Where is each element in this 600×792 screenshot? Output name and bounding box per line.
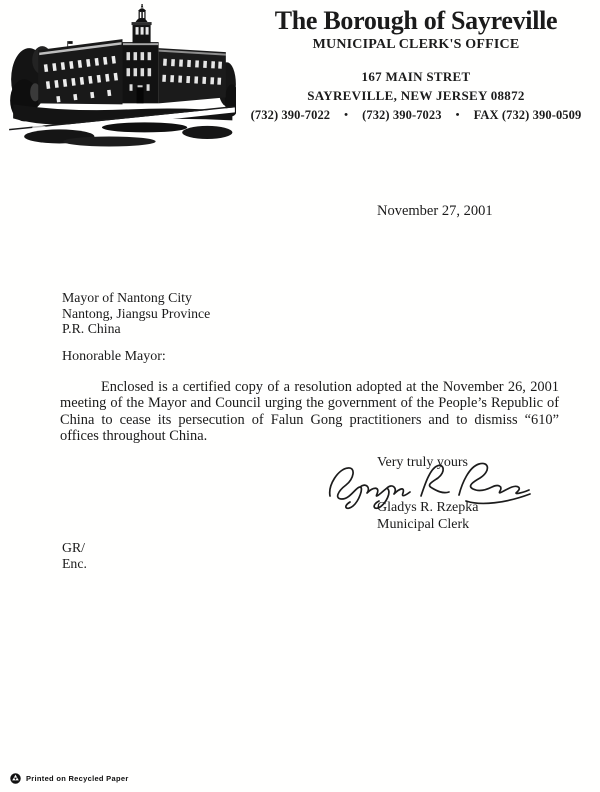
- enclosure-note: Enc.: [62, 556, 87, 571]
- reference-block: [62, 540, 87, 572]
- letter-body: Enclosed is a certified copy of a resolution adopted at the November 26, 2001 meeting of the Mayor and Council urging the government of the People’s Republic of China to cease its persecution of Falun Gong practitioners and to dismiss “610” offices throughout China.: [60, 379, 559, 445]
- office-name: MUNICIPAL CLERK'S OFFICE: [312, 37, 520, 52]
- org-name: The Borough of Sayreville: [274, 6, 558, 35]
- fax-number: FAX (732) 390-0509: [473, 108, 582, 122]
- phone-line: [240, 108, 592, 123]
- recipient-line: Nantong, Jiangsu Province: [62, 305, 211, 321]
- letter-date: November 27, 2001: [377, 203, 493, 219]
- recycled-note: Printed on Recycled Paper: [26, 774, 129, 783]
- street-address: 167 MAIN STRET: [361, 69, 471, 84]
- recycle-icon: [10, 773, 21, 784]
- recipient-address-block: [62, 290, 210, 337]
- recipient-line: P.R. China: [62, 321, 121, 337]
- phone-number-1: (732) 390-7022: [250, 108, 331, 122]
- salutation: Honorable Mayor:: [62, 349, 166, 364]
- recycled-paper-footer: [10, 773, 129, 784]
- letterhead: [240, 6, 592, 123]
- complimentary-closing: Very truly yours: [377, 455, 468, 470]
- signer-title: Municipal Clerk: [377, 516, 470, 532]
- reference-initials: GR/: [62, 540, 85, 555]
- phone-number-2: (732) 390-7023: [362, 108, 442, 122]
- signature-block: [377, 500, 478, 533]
- city-state-zip: SAYREVILLE, NEW JERSEY 08872: [307, 88, 525, 103]
- signer-name: Gladys R. Rzepka: [377, 500, 479, 515]
- recipient-line: Mayor of Nantong City: [62, 290, 192, 305]
- borough-hall-engraving: [8, 4, 236, 152]
- bullet-separator: •: [455, 109, 460, 121]
- bullet-separator: •: [344, 109, 349, 121]
